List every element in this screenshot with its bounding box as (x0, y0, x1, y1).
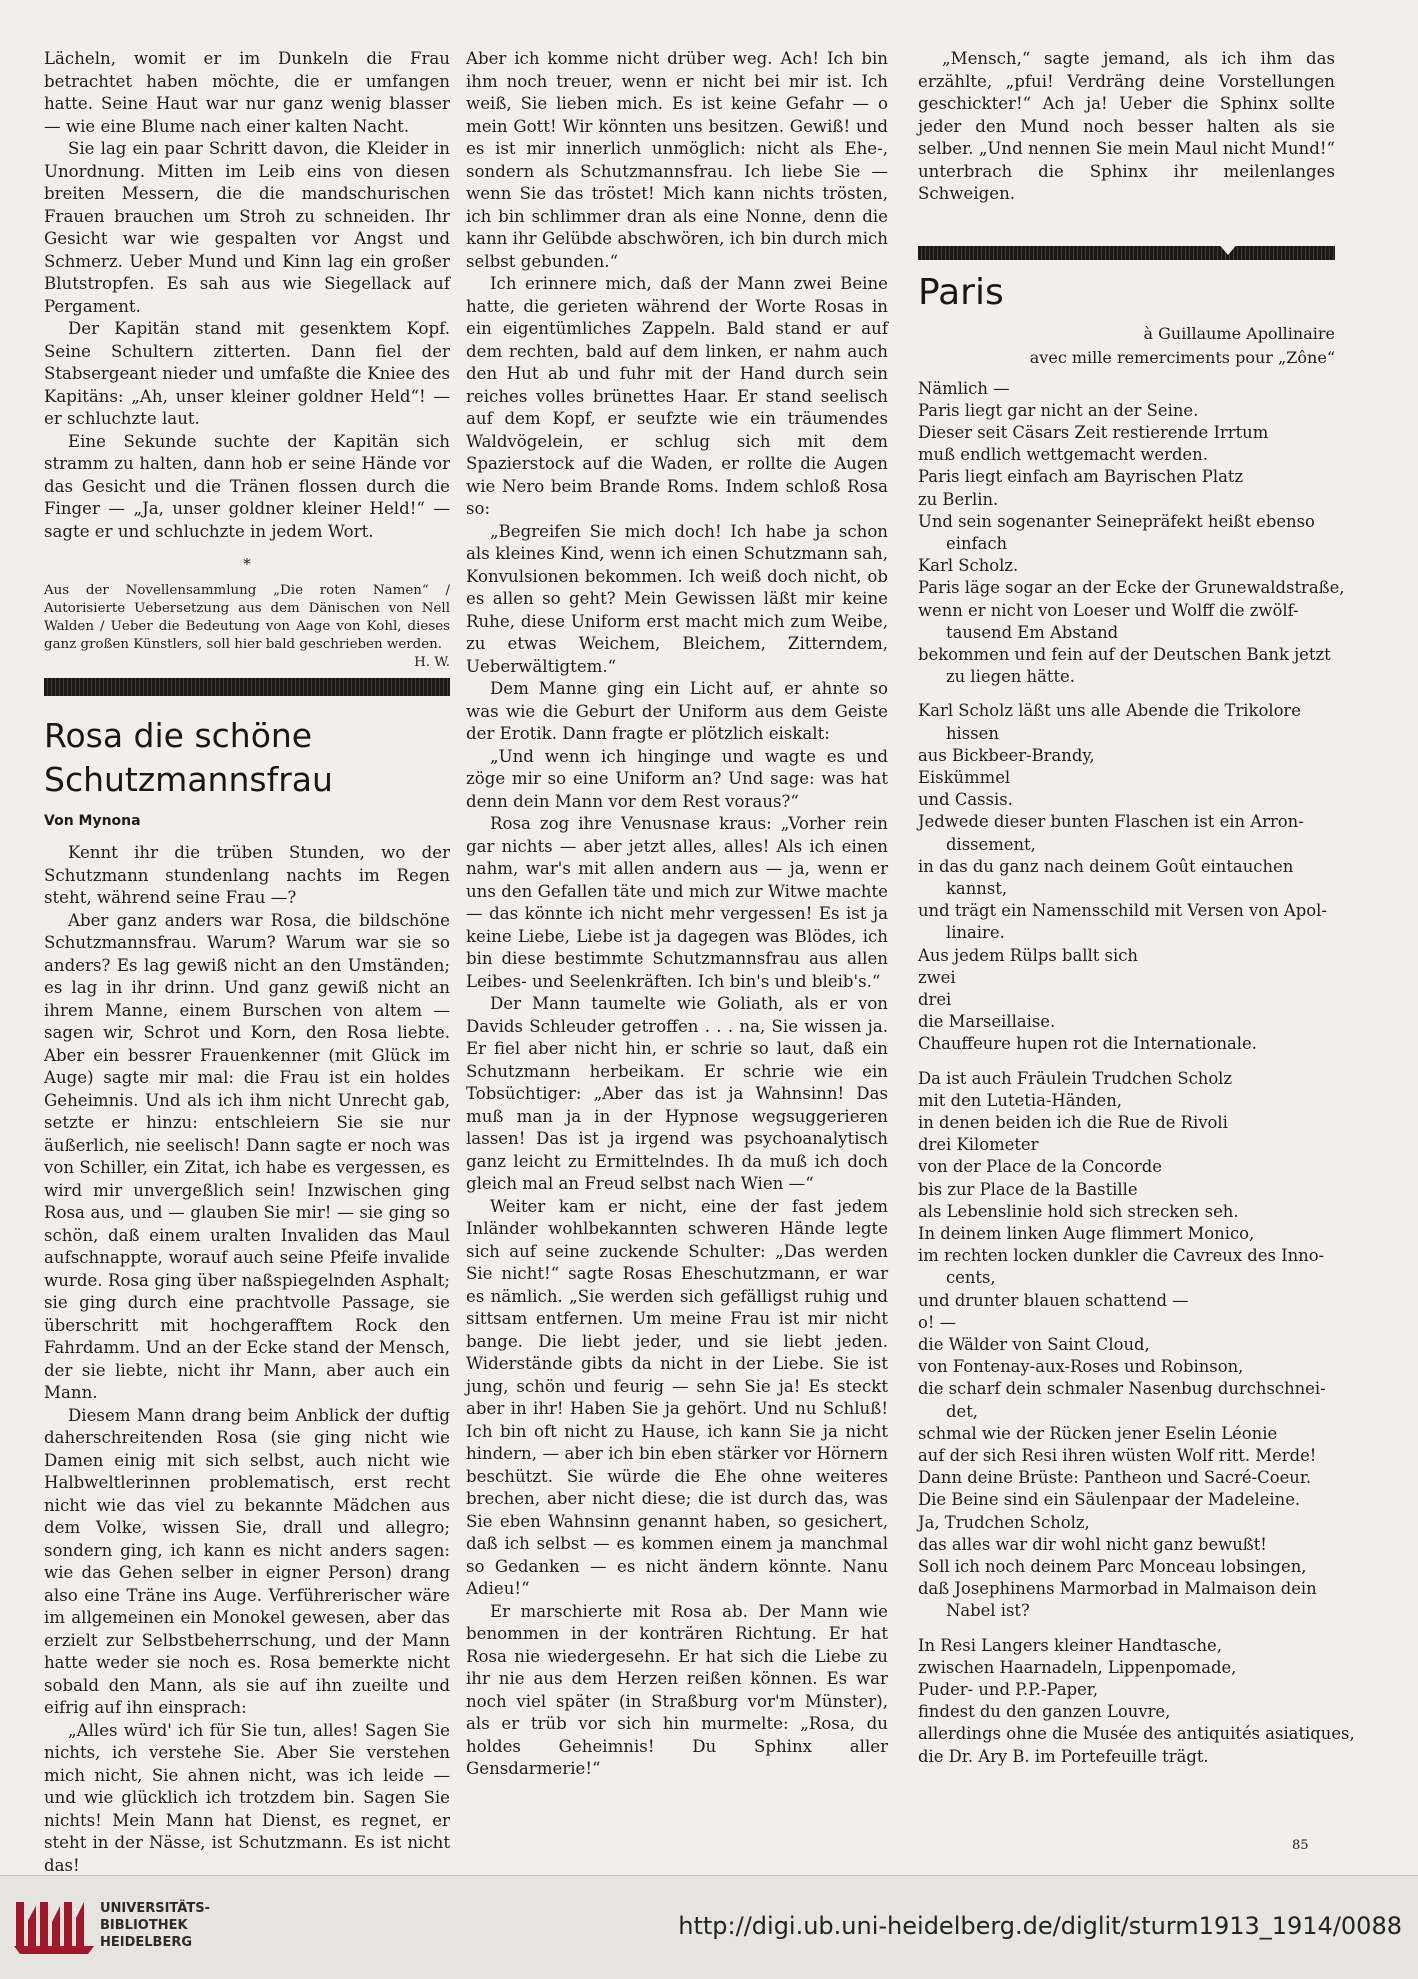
poem-line: einfach (946, 533, 1008, 553)
library-footer (0, 1875, 1418, 1979)
poem-line: Die Beine sind ein Säulenpaar der Madeleine. (918, 1490, 1301, 1510)
poem-line: Puder- und P.P.-Paper, (918, 1680, 1099, 1700)
column-left (44, 48, 450, 1875)
story-paragraph: Aber ganz anders war Rosa, die bildschöne Schutzmannsfrau. Warum? Warum war sie so anders? Es lag gewiß nicht an den Umständen; es lag in ihr drinn. Und ganz gewiß nicht an ihrem Manne, einem Burschen von altem — sagen wir, Schrot und Korn, den Rosa liebte. Aber ein bessrer Frauenkenner (mit Glück im Auge) sagte mir mal: die Frau ist ein holdes Geheimnis. Und als ich ihm nicht Unrecht gab, setzte er hinzu: entschleiern Sie sie nur äußerlich, nie seelisch! Dann sagte er noch was von Schiller, ein Zitat, ich habe es vergessen, es wird mir unvergeßlich sein! Inzwischen ging Rosa aus, und — glauben Sie mir! — sie ging so schön, daß einem uralten Invaliden das Maul aufschnappte, worauf auch seine Pfeife invalide wurde. Rosa ging über naßspiegelnden Asphalt; sie ging durch eine prachtvolle Passage, sie überschritt mit hochgerafftem Rock den Fahrdamm. Und an der Ecke stand der Mensch, der sie liebte, nicht ihr Mann, aber auch ein Mann. (44, 910, 450, 1402)
poem-line: Paris liegt einfach am Bayrischen Platz (918, 467, 1244, 487)
paragraph: Er marschierte mit Rosa ab. Der Mann wie benommen in der konträren Richtung. Er hat Rosa nie wiedergesehn. Er hat sich die Liebe zu ihr nie aus dem Herzen reißen können. Es war noch viel später (in Straßburg vor'm Münster), als er trüb vor sich hin murmelte: „Rosa, du holdes Geheimnis! Du Sphinx aller Gensdarmerie!“ (466, 1601, 888, 1778)
poem-dedication-1: à Guillaume Apollinaire (1143, 323, 1335, 343)
poem-line: aus Bickbeer-Brandy, (918, 745, 1095, 765)
poem-line: Da ist auch Fräulein Trudchen Scholz (918, 1068, 1233, 1088)
poem-line: zwischen Haarnadeln, Lippenpomade, (918, 1657, 1237, 1677)
poem-line: zu Berlin. (918, 489, 999, 509)
paragraph: „Begreifen Sie mich doch! Ich habe ja schon als kleines Kind, wenn ich einen Schutzmann sah, Konvulsionen bekommen. Ich weiß doch nicht, ob es allen so geht? Mein Gewissen läßt mir keine Ruhe, diese Uniform erst macht mich zum Weibe, zu etwas Weichem, Bleichem, Zitterndem, Ueberwältigtem.“ (466, 521, 888, 676)
poem-line: o! — (918, 1312, 957, 1332)
poem-line: linaire. (946, 923, 1005, 943)
story-paragraph: Diesem Mann drang beim Anblick der duftig daherschreitenden Rosa (sie ging nicht wie Damen einig mit sich selbst, auch nicht wie Halbweltlerinnen problematisch, erst recht nicht wie das viel zu bekannte Mädchen aus dem Volke, wissen Sie, drall und allegro; sondern ging, ich kann es nicht anders sagen: wie das Gehen selber in eigner Person) drang also eine Träne ins Auge. Verführerischer wäre im allgemeinen ein Monokel gewesen, aber das erzielt zur Selbstbeherrschung, und der Mann hatte weder sie noch es. Rosa bemerkte nicht sobald den Mann, als sie auf ihn zueilte und eifrig auf ihn einsprach: (44, 1405, 450, 1717)
poem-line: Soll ich noch deinem Parc Monceau lobsingen, (918, 1557, 1307, 1577)
paragraph: Der Kapitän stand mit gesenktem Kopf. Seine Schultern zitterten. Dann fiel der Stabsergeant nieder und umfaßte die Kniee des Kapitäns: „Ah, unser kleiner goldner Held“! — er schluchzte laut. (44, 319, 450, 428)
library-name-line-2: BIBLIOTHEK (100, 1918, 188, 1933)
source-note-text: Aus der Novellensammlung „Die roten Namen“ / Autorisierte Uebersetzung aus dem Dänischen von Nell Walden / Ueber die Bedeutung von Aage von Kohl, dieses ganz großen Künstlers, soll hier bald geschrieben werden. (44, 582, 450, 652)
library-name (100, 1900, 210, 1951)
story-title (44, 714, 450, 802)
poem-line: von Fontenay-aux-Roses und Robinson, (918, 1357, 1244, 1377)
poem-line: im rechten locken dunkler die Cavreux des Inno- (918, 1246, 1325, 1266)
poem-line: Paris läge sogar an der Ecke der Grunewaldstraße, (918, 578, 1345, 598)
column-middle (466, 48, 888, 1781)
poem-line: Jedwede dieser bunten Flaschen ist ein Arron- (918, 812, 1304, 832)
poem-dedication-2: avec mille remerciments pour „Zône“ (1029, 347, 1335, 367)
section-star: * (243, 555, 251, 573)
poem-line: drei Kilometer (918, 1135, 1039, 1155)
poem-line: mit den Lutetia-Händen, (918, 1090, 1122, 1110)
poem-line: als Lebenslinie hold sich strecken seh. (918, 1201, 1239, 1221)
poem-line: allerdings ohne die Musée des antiquités asiatiques, (918, 1724, 1355, 1744)
library-name-line-3: HEIDELBERG (100, 1935, 193, 1950)
story-paragraph: „Alles würd' ich für Sie tun, alles! Sagen Sie nichts, ich verstehe Sie. Aber Sie verstehen mich nicht, Sie ahnen nicht, was ich leide — und wie glücklich ich trotzdem bin. Sagen Sie nichts! Mein Mann hat Dienst, es regnet, er steht in der Nässe, ist Schutzmann. Es ist nicht das! (44, 1720, 450, 1875)
story-title-line-1: Rosa die schöne (44, 715, 313, 755)
paragraph: Ich erinnere mich, daß der Mann zwei Beine hatte, die gerieten während der Worte Rosas in ein eigentümliches Zappeln. Bald stand er auf dem rechten, bald auf dem linken, er nahm auch den Hut ab und fuhr mit der Hand durch sein reiches volles brünettes Haar. Er stand seelisch auf dem Kopf, er seufzte wie ein träumendes Waldvögelein, er schlug sich mit dem Spazierstock auf die Waden, er rollte die Augen wie Nero beim Brande Roms. Indem schloß Rosa so: (466, 274, 888, 518)
poem-line: kannst, (946, 878, 1008, 898)
poem-line: und Cassis. (918, 790, 1013, 810)
poem-line: Paris liegt gar nicht an der Seine. (918, 400, 1199, 420)
poem-line: Nabel ist? (946, 1601, 1030, 1621)
poem-line: drei (918, 989, 952, 1009)
poem-line: das alles war dir wohl nicht ganz bewußt! (918, 1534, 1267, 1554)
poem-line: Eiskümmel (918, 767, 1011, 787)
paragraph: Sie lag ein paar Schritt davon, die Kleider in Unordnung. Mitten im Leib eins von diesen breiten Messern, die die mandschurischen Frauen brauchen um Stroh zu schneiden. Ihr Gesicht war wie gespalten vor Angst und Schmerz. Ueber Mund und Kinn lag ein großer Blutstropfen. Es sah aus wie Siegellack auf Pergament. (44, 139, 450, 316)
poem-line: die Dr. Ary B. im Portefeuille trägt. (918, 1746, 1209, 1766)
poem-line: Chauffeure hupen rot die Internationale. (918, 1034, 1257, 1054)
source-note (44, 582, 450, 670)
paragraph: Rosa zog ihre Venusnase kraus: „Vorher rein gar nichts — aber jetzt alles, alles! Als ich einen nahm, war's mit allen andern aus — ja, wenn er uns den Gefallen täte und mich zur Witwe machte — das könnte ich nicht mehr vergessen! Es ist ja keine Liebe, Liebe ist ja dagegen was Blödes, ich bin diese bestimmte Schutzmannsfrau aus allen Leibes- und Seelenkräften. Ich bin's und bleib's.“ (466, 814, 888, 991)
poem-line: Ja, Trudchen Scholz, (918, 1512, 1090, 1532)
poem-line: in denen beiden ich die Rue de Rivoli (918, 1113, 1228, 1132)
paragraph: Weiter kam er nicht, eine der fast jedem Inländer wohlbekannten schweren Hände legte sich auf seine zuckende Schulter: „Das werden Sie nicht!“ sagte Rosas Eheschutzmann, er war es nämlich. „Sie werden sich gefälligst ruhig und sittsam entfernen. Um meine Frau ist mir nicht bange. Die liebt jeder, und sie liebt jeden. Widerstände gibts da nicht in der Liebe. Sie ist jung, schön und feurig — sehn Sie ja! Es steckt aber in ihr! Haben Sie ja gehört. Und nu Schluß! Ich bin oft nicht zu Hause, ich kann Sie ja nicht hindern, — aber ich bin eben stärker vor Hörnern beschützt. Sie würde die Ehe ohne weiteres brechen, aber nicht diese; die ist durch das, was Sie eben Wahnsinn genannt haben, so gesichert, daß ich selbst — es kommen einem ja manchmal so Gedanken — es nicht ändern könnte. Nanu Adieu!“ (466, 1196, 888, 1598)
poem-line: Nämlich — (918, 378, 1010, 398)
poem-line: dissement, (946, 834, 1036, 854)
poem-line: in das du ganz nach deinem Goût eintauchen (918, 856, 1294, 876)
library-name-line-1: UNIVERSITÄTS- (100, 1901, 210, 1916)
poem-line: und drunter blauen schattend — (918, 1290, 1189, 1310)
poem-line: und trägt ein Namensschild mit Versen von Apol- (918, 901, 1327, 921)
poem-line: Dann deine Brüste: Pantheon und Sacré-Coeur. (918, 1468, 1312, 1488)
section-divider (918, 246, 1335, 260)
poem-line: tausend Em Abstand (946, 622, 1119, 642)
paragraph: Der Mann taumelte wie Goliath, als er von Davids Schleuder getroffen . . . na, Sie wissen ja. Er fiel aber nicht hin, er schrie so laut, daß ein Schutzmann herbeikam. Er schrie wie ein Tobsüchtiger: „Aber das ist ja Wahnsinn! Das muß man ja in der Hypnose wegsuggerieren lassen! Das ist ja irgend was psychoanalytisch ganz leicht zu Ermittelndes. Ih da muß ich doch gleich mal an Freud selbst nach Wien —“ (466, 994, 888, 1193)
poem-line: die Marseillaise. (918, 1012, 1056, 1032)
paragraph: Aber ich komme nicht drüber weg. Ach! Ich bin ihm noch treuer, wenn er nicht bei mir ist. Ich weiß, Sie lieben mich. Es ist keine Gefahr — o mein Gott! Wir könnten uns besitzen. Gewiß! und es ist mir innerlich unmöglich: nicht als Ehe-, sondern als Schutzmannsfrau. Ich liebe Sie — wenn Sie das tröstet! Mich kann nichts trösten, ich bin schlimmer dran als eine Nonne, denn die kann ihr Gelübde abschwören, ich bin durch mich selbst gebunden.“ (466, 49, 888, 271)
poem-line: Karl Scholz. (918, 556, 1019, 576)
poem-line: von der Place de la Concorde (918, 1157, 1162, 1177)
poem-line: daß Josephinens Marmorbad in Malmaison dein (918, 1579, 1317, 1599)
poem-line: muß endlich wettgemacht werden. (918, 445, 1208, 465)
paragraph: „Mensch,“ sagte jemand, als ich ihm das erzählte, „pfui! Verdräng deine Vorstellungen geschickter!“ Ach ja! Ueber die Sphinx sollte jeder den Mund noch besser halten als sie selber. „Und nennen Sie mein Maul nicht Mund!“ unterbrach die Sphinx ihr meilenlanges Schweigen. (918, 49, 1335, 203)
story-paragraph: Kennt ihr die trüben Stunden, wo der Schutzmann stundenlang nachts im Regen steht, während seine Frau —? (44, 843, 450, 907)
byline: Von Mynona (44, 812, 141, 829)
source-note-signature: H. W. (414, 654, 450, 670)
paragraph: „Und wenn ich hinginge und wagte es und zöge mir so eine Uniform an? Und sage: was hat denn dein Mann vor dem Rest voraus?“ (466, 746, 888, 811)
story-title-line-2: Schutzmannsfrau (44, 759, 333, 799)
poem-line: Aus jedem Rülps ballt sich (918, 945, 1138, 965)
poem-body (918, 378, 1355, 1768)
page-number: 85 (1292, 1838, 1309, 1853)
poem-line: cents, (946, 1268, 996, 1288)
poem-line: auf der sich Resi ihren wüsten Wolf ritt. Merde! (918, 1446, 1317, 1466)
poem-line: Dieser seit Cäsars Zeit restierende Irrtum (918, 422, 1269, 442)
paragraph: Eine Sekunde suchte der Kapitän sich stramm zu halten, dann hob er seine Hände vor das Gesicht und die Tränen flossen durch die Finger — „Ja, unser goldner kleiner Held!“ — sagte er und schluchzte in jedem Wort. (44, 431, 450, 541)
paragraph: Lächeln, womit er im Dunkeln die Frau betrachtet haben möchte, die er umfangen hatte. Seine Haut war nur ganz wenig blasser — wie eine Blume nach einer kalten Nacht. (44, 49, 450, 136)
poem-line: Karl Scholz läßt uns alle Abende die Trikolore (918, 701, 1301, 721)
source-url[interactable]: http://digi.ub.uni-heidelberg.de/diglit/sturm1913_1914/0088 (678, 1912, 1402, 1940)
poem-line: hissen (946, 723, 999, 743)
poem-line: schmal wie der Rücken jener Eselin Léonie (918, 1423, 1278, 1443)
poem-line: Und sein sogenanter Seinepräfekt heißt ebenso (918, 511, 1315, 531)
poem-line: findest du den ganzen Louvre, (918, 1702, 1171, 1722)
poem-title: Paris (918, 271, 1004, 313)
poem-line: die scharf dein schmaler Nasenbug durchschnei- (918, 1379, 1326, 1399)
poem-line: In Resi Langers kleiner Handtasche, (918, 1635, 1222, 1655)
poem-line: det, (946, 1401, 978, 1421)
poem-line: zu liegen hätte. (946, 667, 1075, 687)
column-right (918, 48, 1355, 1768)
poem-line: bekommen und fein auf der Deutschen Bank jetzt (918, 644, 1331, 664)
section-divider (44, 678, 450, 696)
poem-line: zwei (918, 967, 956, 987)
poem-line: In deinem linken Auge flimmert Monico, (918, 1224, 1255, 1244)
poem-line: bis zur Place de la Bastille (918, 1179, 1138, 1199)
poem-line: die Wälder von Saint Cloud, (918, 1335, 1150, 1355)
poem-line: wenn er nicht von Loeser und Wolff die zwölf- (918, 600, 1299, 620)
paragraph: Dem Manne ging ein Licht auf, er ahnte so was wie die Geburt der Uniform aus dem Geiste der Erotik. Dann fragte er plötzlich eiskalt: (466, 679, 888, 743)
